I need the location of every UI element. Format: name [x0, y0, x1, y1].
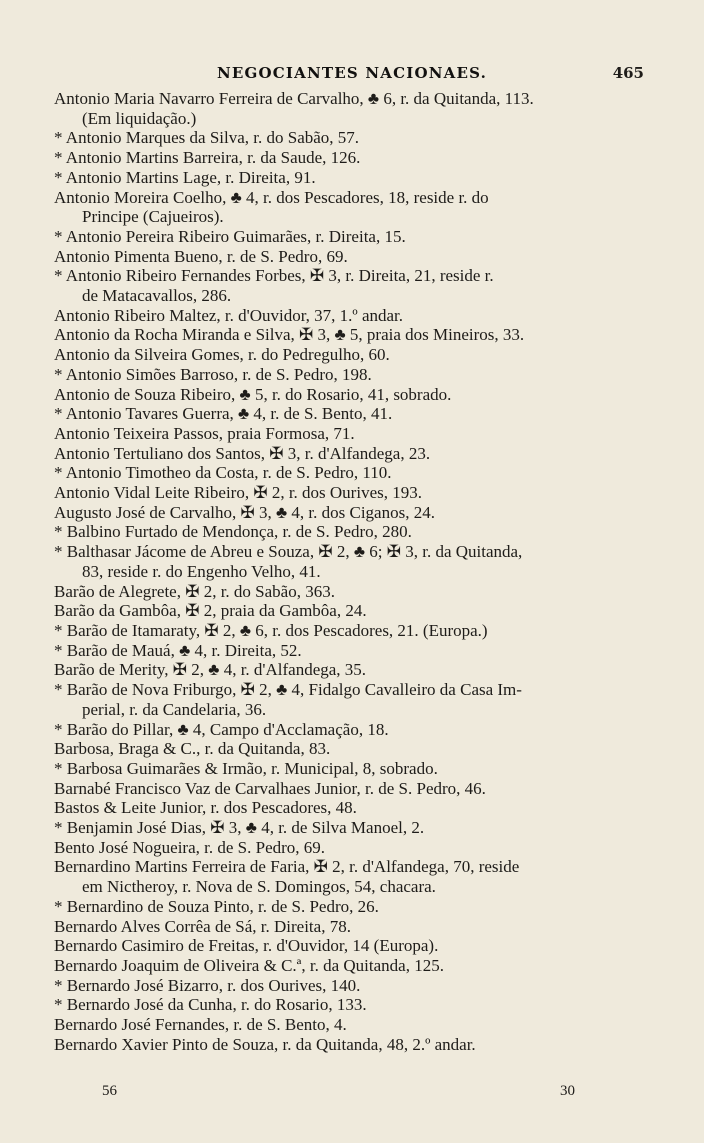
entry-line: Bernardo Casimiro de Freitas, r. d'Ouvidor, 14 (Europa).	[54, 936, 439, 956]
entry-continuation-line: perial, r. da Candelaria, 36.	[82, 699, 267, 719]
directory-entry	[54, 818, 654, 838]
entry-line: * Balthasar Jácome de Abreu e Souza, ✠ 2, ♣ 6; ✠ 3, r. da Quitanda,	[54, 542, 523, 562]
directory-entry	[54, 798, 654, 818]
directory-entry	[54, 739, 654, 759]
directory-entry	[54, 621, 654, 641]
directory-entry	[54, 897, 654, 917]
directory-entry	[54, 227, 654, 247]
entry-line: * Barão de Mauá, ♣ 4, r. Direita, 52.	[54, 640, 302, 660]
directory-entry	[54, 89, 654, 128]
entry-line: Antonio Vidal Leite Ribeiro, ✠ 2, r. dos Ourives, 193.	[54, 483, 422, 503]
entry-line: Bernardino Martins Ferreira de Faria, ✠ 2, r. d'Alfandega, 70, reside	[54, 857, 520, 877]
printer-signature-right: 30	[560, 1083, 575, 1099]
running-title: NEGOCIANTES NACIONAES.	[216, 64, 488, 82]
entry-line: Antonio da Rocha Miranda e Silva, ✠ 3, ♣ 5, praia dos Mineiros, 33.	[54, 325, 525, 345]
directory-entry	[54, 759, 654, 779]
entry-line: Bernardo Joaquim de Oliveira & C.ª, r. da Quitanda, 125.	[54, 955, 444, 975]
entry-line: Barnabé Francisco Vaz de Carvalhaes Junior, r. de S. Pedro, 46.	[54, 778, 486, 798]
directory-entry	[54, 1015, 654, 1035]
entry-line: Antonio Moreira Coelho, ♣ 4, r. dos Pescadores, 18, reside r. do	[54, 187, 489, 207]
directory-entry	[54, 720, 654, 740]
entry-line: * Antonio Pereira Ribeiro Guimarães, r. Direita, 15.	[54, 226, 406, 246]
directory-entry	[54, 601, 654, 621]
entry-line: Barão de Alegrete, ✠ 2, r. do Sabão, 363.	[54, 581, 335, 601]
entry-continuation-line: Principe (Cajueiros).	[82, 207, 224, 227]
directory-entry	[54, 976, 654, 996]
entry-continuation-line: 83, reside r. do Engenho Velho, 41.	[82, 561, 321, 581]
page-header	[0, 64, 704, 88]
directory-entry	[54, 838, 654, 858]
directory-entry	[54, 936, 654, 956]
entry-line: Antonio da Silveira Gomes, r. do Pedregulho, 60.	[54, 345, 390, 365]
entry-line: Bastos & Leite Junior, r. dos Pescadores, 48.	[54, 798, 357, 818]
directory-entry	[54, 522, 654, 542]
entry-line: * Antonio Ribeiro Fernandes Forbes, ✠ 3, r. Direita, 21, reside r.	[54, 266, 494, 286]
entry-continuation-line: de Matacavallos, 286.	[82, 286, 232, 306]
directory-entry	[54, 168, 654, 188]
entry-line: Bernardo Xavier Pinto de Souza, r. da Quitanda, 48, 2.º andar.	[54, 1034, 476, 1054]
directory-entry	[54, 424, 654, 444]
directory-entry	[54, 956, 654, 976]
directory-entry	[54, 365, 654, 385]
entry-continuation-line: (Em liquidação.)	[82, 108, 197, 128]
entry-line: Antonio Teixeira Passos, praia Formosa, 71.	[54, 423, 355, 443]
directory-entry	[54, 128, 654, 148]
directory-entry	[54, 857, 654, 896]
directory-entry	[54, 582, 654, 602]
entry-line: * Bernardo José da Cunha, r. do Rosario, 133.	[54, 995, 367, 1015]
directory-entry	[54, 266, 654, 305]
entry-line: * Barão de Itamaraty, ✠ 2, ♣ 6, r. dos Pescadores, 21. (Europa.)	[54, 620, 488, 640]
entry-line: Antonio Tertuliano dos Santos, ✠ 3, r. d'Alfandega, 23.	[54, 443, 431, 463]
entry-line: Augusto José de Carvalho, ✠ 3, ♣ 4, r. dos Ciganos, 24.	[54, 502, 435, 522]
entry-line: Antonio de Souza Ribeiro, ♣ 5, r. do Rosario, 41, sobrado.	[54, 384, 452, 404]
directory-entry	[54, 1035, 654, 1055]
directory-entry	[54, 779, 654, 799]
entry-line: Bernardo Alves Corrêa de Sá, r. Direita, 78.	[54, 916, 351, 936]
entry-line: * Bernardo José Bizarro, r. dos Ourives, 140.	[54, 975, 361, 995]
entry-line: Bento José Nogueira, r. de S. Pedro, 69.	[54, 837, 326, 857]
page-number: 465	[612, 64, 644, 82]
directory-entry	[54, 325, 654, 345]
directory-entry	[54, 404, 654, 424]
entry-line: * Antonio Martins Lage, r. Direita, 91.	[54, 167, 316, 187]
directory-entry	[54, 641, 654, 661]
directory-entry	[54, 306, 654, 326]
directory-entry	[54, 463, 654, 483]
directory-entry	[54, 542, 654, 581]
directory-entry	[54, 680, 654, 719]
entry-line: * Antonio Tavares Guerra, ♣ 4, r. de S. Bento, 41.	[54, 404, 393, 424]
entry-line: * Barbosa Guimarães & Irmão, r. Municipal, 8, sobrado.	[54, 758, 438, 778]
entry-line: * Antonio Martins Barreira, r. da Saude, 126.	[54, 148, 361, 168]
entry-continuation-line: em Nictheroy, r. Nova de S. Domingos, 54, chacara.	[82, 877, 436, 897]
directory-entry	[54, 917, 654, 937]
entry-line: * Barão do Pillar, ♣ 4, Campo d'Acclamação, 18.	[54, 719, 389, 739]
directory-entry	[54, 385, 654, 405]
entry-line: Barbosa, Braga & C., r. da Quitanda, 83.	[54, 739, 331, 759]
directory-entry	[54, 345, 654, 365]
entry-line: * Barão de Nova Friburgo, ✠ 2, ♣ 4, Fidalgo Cavalleiro da Casa Im-	[54, 680, 522, 700]
entry-line: Bernardo José Fernandes, r. de S. Bento, 4.	[54, 1015, 347, 1035]
entry-line: * Bernardino de Souza Pinto, r. de S. Pedro, 26.	[54, 896, 379, 916]
page-footer	[0, 1083, 704, 1105]
entry-line: * Antonio Timotheo da Costa, r. de S. Pedro, 110.	[54, 463, 392, 483]
merchant-directory-list	[54, 89, 654, 1054]
entry-line: * Antonio Simões Barroso, r. de S. Pedro, 198.	[54, 364, 372, 384]
directory-entry	[54, 503, 654, 523]
entry-line: * Benjamin José Dias, ✠ 3, ♣ 4, r. de Silva Manoel, 2.	[54, 818, 425, 838]
directory-entry	[54, 444, 654, 464]
entry-line: * Balbino Furtado de Mendonça, r. de S. Pedro, 280.	[54, 522, 412, 542]
directory-entry	[54, 660, 654, 680]
directory-entry	[54, 188, 654, 227]
entry-line: Antonio Ribeiro Maltez, r. d'Ouvidor, 37, 1.º andar.	[54, 305, 404, 325]
entry-line: Barão da Gambôa, ✠ 2, praia da Gambôa, 24.	[54, 601, 367, 621]
entry-line: Barão de Merity, ✠ 2, ♣ 4, r. d'Alfandega, 35.	[54, 660, 367, 680]
directory-entry	[54, 148, 654, 168]
printer-signature-left: 56	[102, 1083, 117, 1099]
entry-line: Antonio Maria Navarro Ferreira de Carvalho, ♣ 6, r. da Quitanda, 113.	[54, 89, 534, 108]
entry-line: Antonio Pimenta Bueno, r. de S. Pedro, 69.	[54, 246, 348, 266]
directory-entry	[54, 995, 654, 1015]
entry-line: * Antonio Marques da Silva, r. do Sabão, 57.	[54, 128, 360, 148]
directory-entry	[54, 483, 654, 503]
directory-entry	[54, 247, 654, 267]
